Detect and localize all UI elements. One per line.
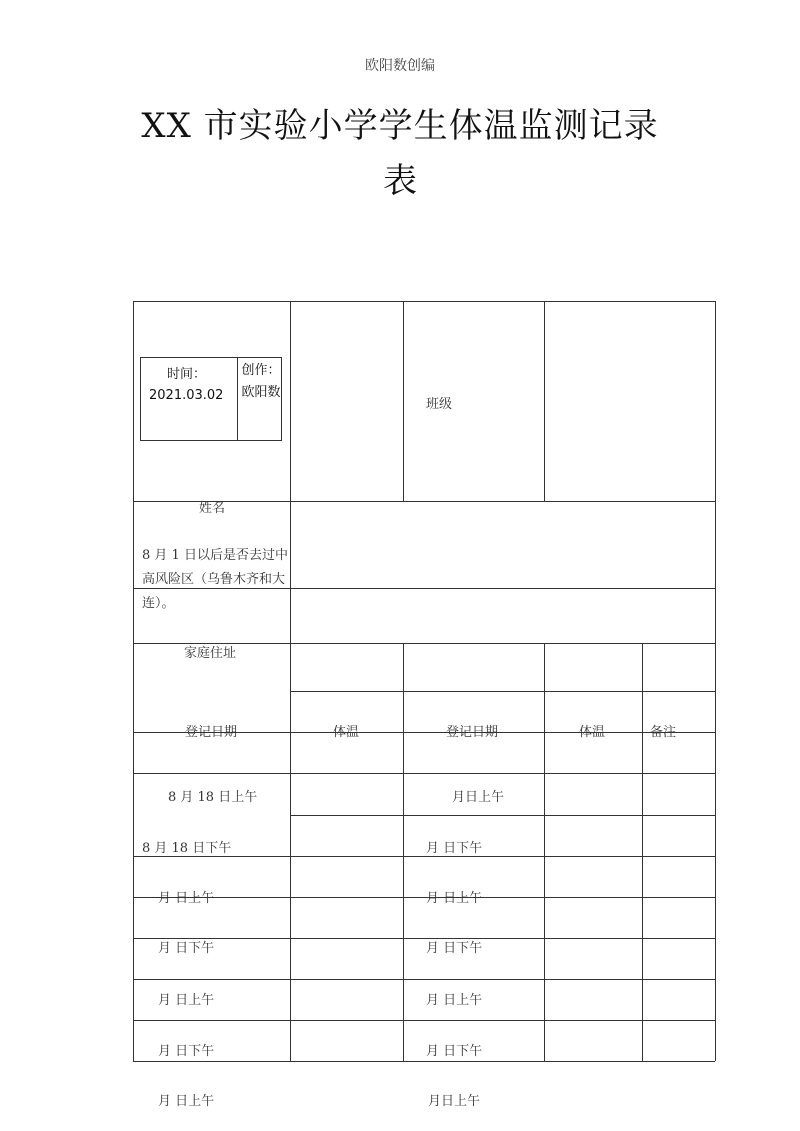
class-label: 班级: [426, 397, 453, 412]
header-author: 欧阳数创编: [365, 58, 435, 74]
row-6-date-right: 月 日下午: [426, 1044, 483, 1059]
row-5-date-right: 月 日上午: [426, 993, 483, 1008]
stamp-creator: 创作：欧阳数: [241, 363, 281, 400]
header-temp-left: 体温: [333, 725, 360, 740]
row-3-date-right: 月 日上午: [426, 891, 483, 906]
row-1-date-left: 8 月 18 日上午: [168, 790, 258, 805]
page-title: XX 市实验小学学生体温监测记录: [141, 106, 659, 146]
row-4-date-left: 月 日下午: [158, 941, 215, 956]
header-notes: 备注: [650, 725, 677, 740]
row-3-date-left: 月 日上午: [158, 891, 215, 906]
page-title-continued: 表: [383, 161, 417, 201]
overflow-row-date-right: 月日上午: [428, 1094, 481, 1109]
row-5-date-left: 月 日上午: [158, 993, 215, 1008]
row-6-date-left: 月 日下午: [158, 1044, 215, 1059]
creation-stamp: [140, 357, 282, 441]
header-date-right: 登记日期: [446, 725, 499, 740]
row-4-date-right: 月 日下午: [426, 941, 483, 956]
row-2-date-right: 月 日下午: [426, 841, 483, 856]
name-label: 姓名: [199, 501, 226, 516]
row-2-date-left: 8 月 18 日下午: [142, 841, 232, 856]
risk-question-label: 8 月 1 日以后是否去过中高风险区（乌鲁木齐和大连）。: [142, 548, 288, 611]
header-date-left: 登记日期: [185, 725, 238, 740]
header-temp-right: 体温: [579, 725, 606, 740]
stamp-time-value: 2021.03.02: [149, 388, 224, 403]
address-label: 家庭住址: [184, 646, 237, 661]
overflow-row-date-left: 月 日上午: [158, 1094, 215, 1109]
row-1-date-right: 月日上午: [452, 790, 505, 805]
stamp-time-label: 时间：: [167, 367, 207, 382]
